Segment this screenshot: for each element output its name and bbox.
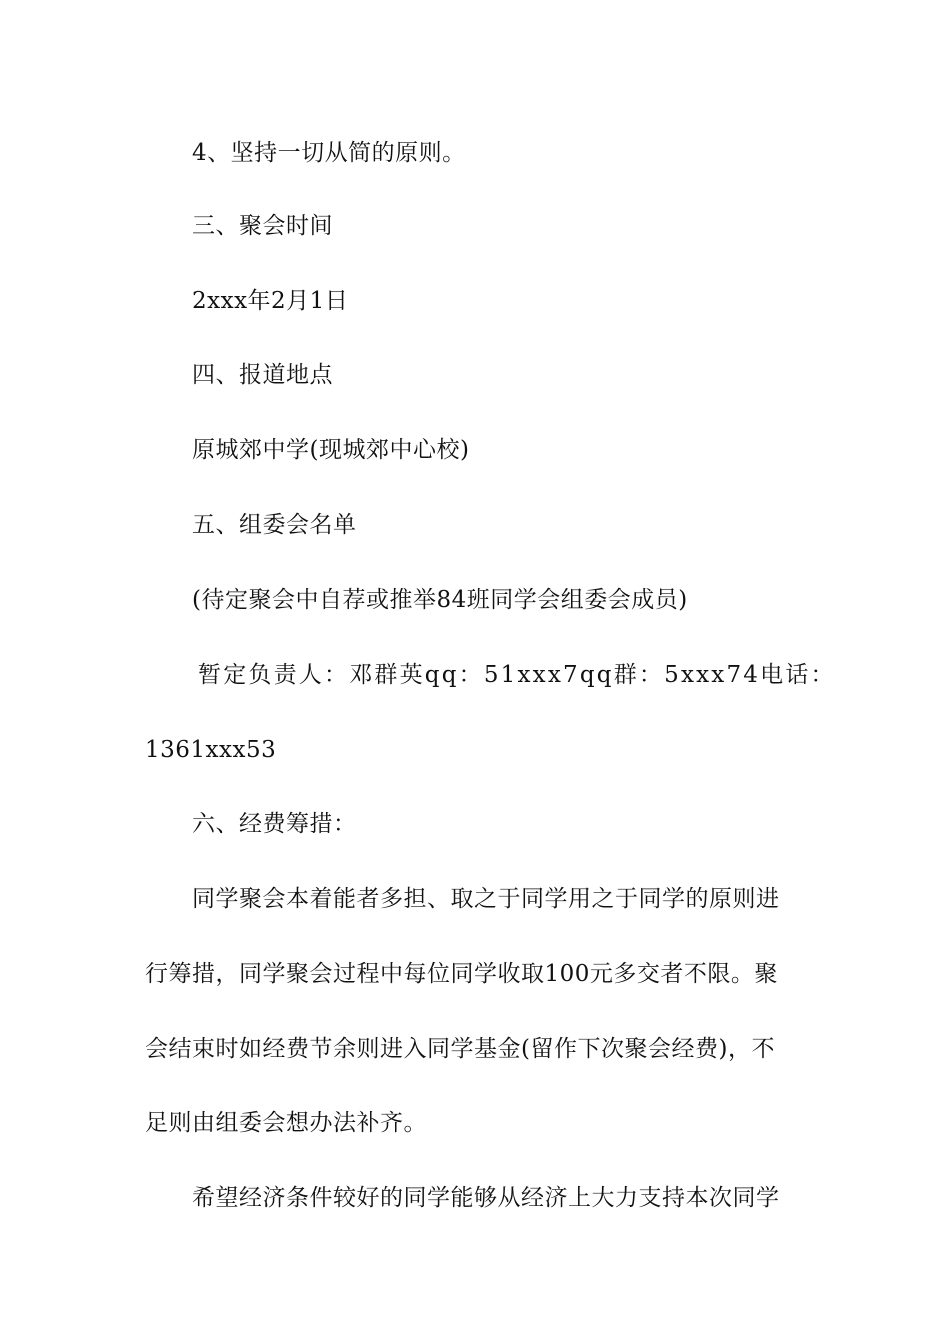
funding-paragraph-line-3: 会结束时如经费节余则进入同学基金(留作下次聚会经费)，不: [145, 1036, 775, 1062]
funding-paragraph-line-1: 同学聚会本着能者多担、取之于同学用之于同学的原则进: [192, 886, 780, 912]
contact-phone: 1361xxx53: [145, 737, 277, 763]
committee-note: (待定聚会中自荐或推举84班同学会组委会成员): [192, 587, 688, 613]
heading-funding: 六、经费筹措：: [192, 811, 357, 837]
support-paragraph-line-1: 希望经济条件较好的同学能够从经济上大力支持本次同学: [192, 1185, 780, 1211]
funding-paragraph-line-2: 行筹措，同学聚会过程中每位同学收取100元多交者不限。聚: [145, 961, 778, 987]
funding-paragraph-line-4: 足则由组委会想办法补齐。: [145, 1110, 427, 1136]
report-location: 原城郊中学(现城郊中心校): [192, 437, 470, 463]
principle-4: 4、坚持一切从简的原则。: [192, 140, 466, 166]
heading-report-location: 四、报道地点: [192, 362, 333, 388]
gathering-date: 2xxx年2月1日: [192, 288, 349, 314]
contact-person: 暂定负责人：邓群英qq：51xxx7qq群：5xxx74电话：: [198, 662, 836, 688]
heading-gathering-time: 三、聚会时间: [192, 213, 333, 239]
heading-committee-list: 五、组委会名单: [192, 512, 357, 538]
